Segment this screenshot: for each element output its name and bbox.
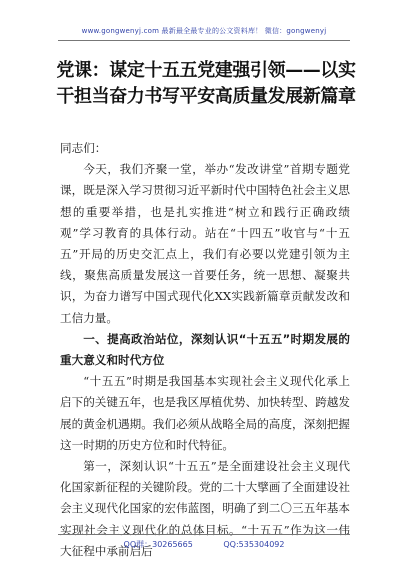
- footer-qq: QQ:535304092: [223, 540, 285, 549]
- footer: [0, 539, 408, 550]
- document-body: [60, 138, 350, 562]
- salutation: 同志们：: [60, 141, 107, 155]
- body-paragraph: “十五五”时期是我国基本实现社会主义现代化承上启下的关键五年，也是我区厚植优势、加快转型、跨越发展的黄金机遇期。我们必须从战略全局的高度，深刻把握这一时期的历史方位和时代特征。: [60, 374, 350, 452]
- section-heading: 一、提高政治站位，深刻认识“十五五”时期发展的重大意义和时代方位: [60, 331, 350, 368]
- footer-qq-group: QQ群：30265665: [123, 540, 193, 549]
- footer-divider: [58, 534, 350, 535]
- body-paragraph: 第一，深刻认识“十五五”是全面建设社会主义现代化国家新征程的关键阶段。党的二十大擘画了全面建设社会主义现代化国家的宏伟蓝图，明确了到二〇三五年基本实现社会主义现代化的总体目标。“十五五”作为这一伟大征程中承前启后: [60, 459, 350, 558]
- header-divider: [58, 40, 350, 41]
- document-title: 党课：谋定十五五党建强引领——以实干担当奋力书写平安高质量发展新篇章: [56, 60, 356, 107]
- header-text: www.gongwenyj.com 最新最全最专业的公文资料库！ 微信：gongwenyj: [81, 27, 327, 35]
- intro-paragraph: 今天，我们齐聚一堂，举办“发改讲堂”首期专题党课，既是深入学习贯彻习近平新时代中国特色社会主义思想的重要举措，也是扎实推进“树立和践行正确政绩观”学习教育的具体行动。站在“十四五”收官与“十五五”开局的历史交汇点上，我们有必要以党建引领为主线，聚焦高质量发展这一首要任务，统一思想、凝聚共识，为奋力谱写中国式现代化XX实践新篇章贡献发改和工信力量。: [60, 162, 350, 325]
